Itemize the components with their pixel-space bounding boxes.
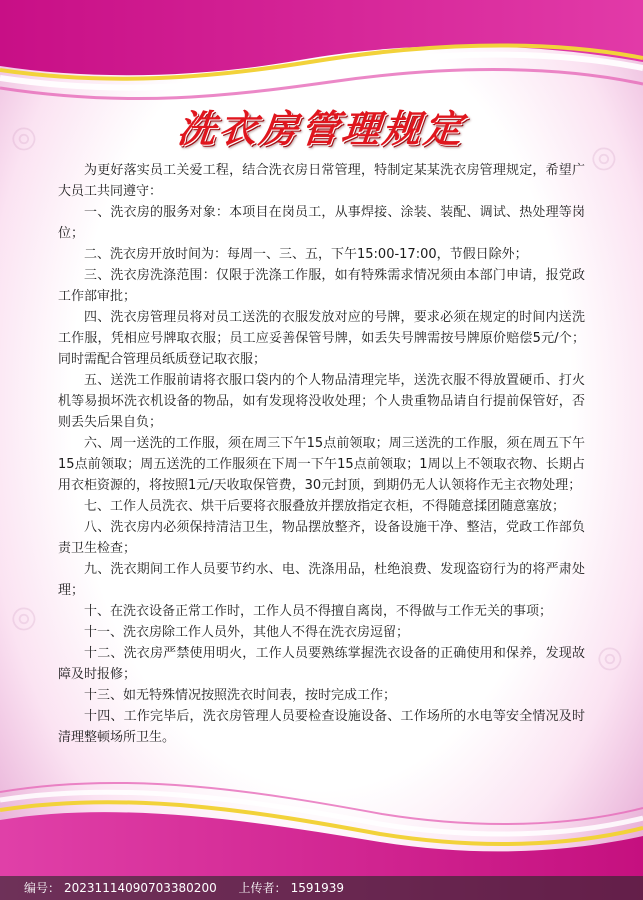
rule-paragraph: 十一、洗衣房除工作人员外，其他人不得在洗衣房逗留； bbox=[84, 625, 410, 640]
page-title: 洗衣房管理规定 bbox=[175, 107, 467, 151]
rule-paragraph: 一、洗衣房的服务对象：本项目在岗员工，从事焊接、涂装、装配、调试、热处理等岗位； bbox=[58, 205, 585, 241]
id-value: 20231114090703380200 bbox=[64, 881, 217, 895]
rule-paragraph: 四、洗衣房管理员将对员工送洗的衣服发放对应的号牌，要求必须在规定的时间内送洗工作服，凭相应号牌取衣服；员工应妥善保管号牌，如丢失号牌需按号牌原价赔偿5元/个；同时需配合管理员纸质登记取衣服； bbox=[58, 310, 585, 367]
rule-paragraph: 六、周一送洗的工作服，须在周三下午15点前领取；周三送洗的工作服，须在周五下午15点前领取；周五送洗的工作服须在下周一下午15点前领取；1周以上不领取衣物、长期占用衣柜资源的，将按照1元/天收取保管费，30元封顶，到期仍无人认领将作无主衣物处理； bbox=[58, 436, 585, 493]
rule-paragraph: 五、送洗工作服前请将衣服口袋内的个人物品清理完毕，送洗衣服不得放置硬币、打火机等易损坏洗衣机设备的物品，如有发现将没收处理；个人贵重物品请自行提前保管好，否则丢失后果自负； bbox=[58, 373, 585, 430]
rule-paragraph: 七、工作人员洗衣、烘干后要将衣服叠放并摆放指定衣柜，不得随意揉团随意塞放； bbox=[84, 499, 566, 514]
rule-paragraph: 十三、如无特殊情况按照洗衣时间表，按时完成工作； bbox=[84, 688, 397, 703]
uploader-value: 1591939 bbox=[290, 881, 345, 895]
watermark: ◎ bbox=[583, 135, 623, 180]
rule-paragraph: 十二、洗衣房严禁使用明火，工作人员要熟练掌握洗衣设备的正确使用和保养，发现故障及时报修； bbox=[58, 646, 585, 682]
watermark: ◎ bbox=[3, 595, 43, 640]
watermark: ◎ bbox=[589, 635, 629, 680]
id-label: 编号： bbox=[24, 881, 61, 895]
rule-paragraph: 十、在洗衣设备正常工作时，工作人员不得擅自离岗，不得做与工作无关的事项； bbox=[84, 604, 553, 619]
rule-paragraph: 三、洗衣房洗涤范围：仅限于洗涤工作服，如有特殊需求情况须由本部门申请，报党政工作部审批； bbox=[58, 268, 585, 304]
footer-info-bar bbox=[0, 876, 643, 900]
watermark: ◎ bbox=[3, 115, 43, 160]
rule-paragraph: 十四、工作完毕后，洗衣房管理人员要检查设施设备、工作场所的水电等安全情况及时清理整顿场所卫生。 bbox=[58, 709, 585, 745]
rules-content bbox=[58, 160, 585, 748]
uploader-label: 上传者： bbox=[238, 881, 287, 895]
top-wave-band bbox=[0, 0, 643, 75]
rule-paragraph: 二、洗衣房开放时间为：每周一、三、五，下午15:00-17:00，节假日除外； bbox=[84, 247, 528, 262]
intro-paragraph: 为更好落实员工关爱工程，结合洗衣房日常管理，特制定某某洗衣房管理规定，希望广大员工共同遵守： bbox=[58, 163, 585, 199]
rule-paragraph: 九、洗衣期间工作人员要节约水、电、洗涤用品，杜绝浪费、发现盗窃行为的将严肃处理； bbox=[58, 562, 585, 598]
rule-paragraph: 八、洗衣房内必须保持清洁卫生，物品摆放整齐，设备设施干净、整洁，党政工作部负责卫生检查； bbox=[58, 520, 585, 556]
